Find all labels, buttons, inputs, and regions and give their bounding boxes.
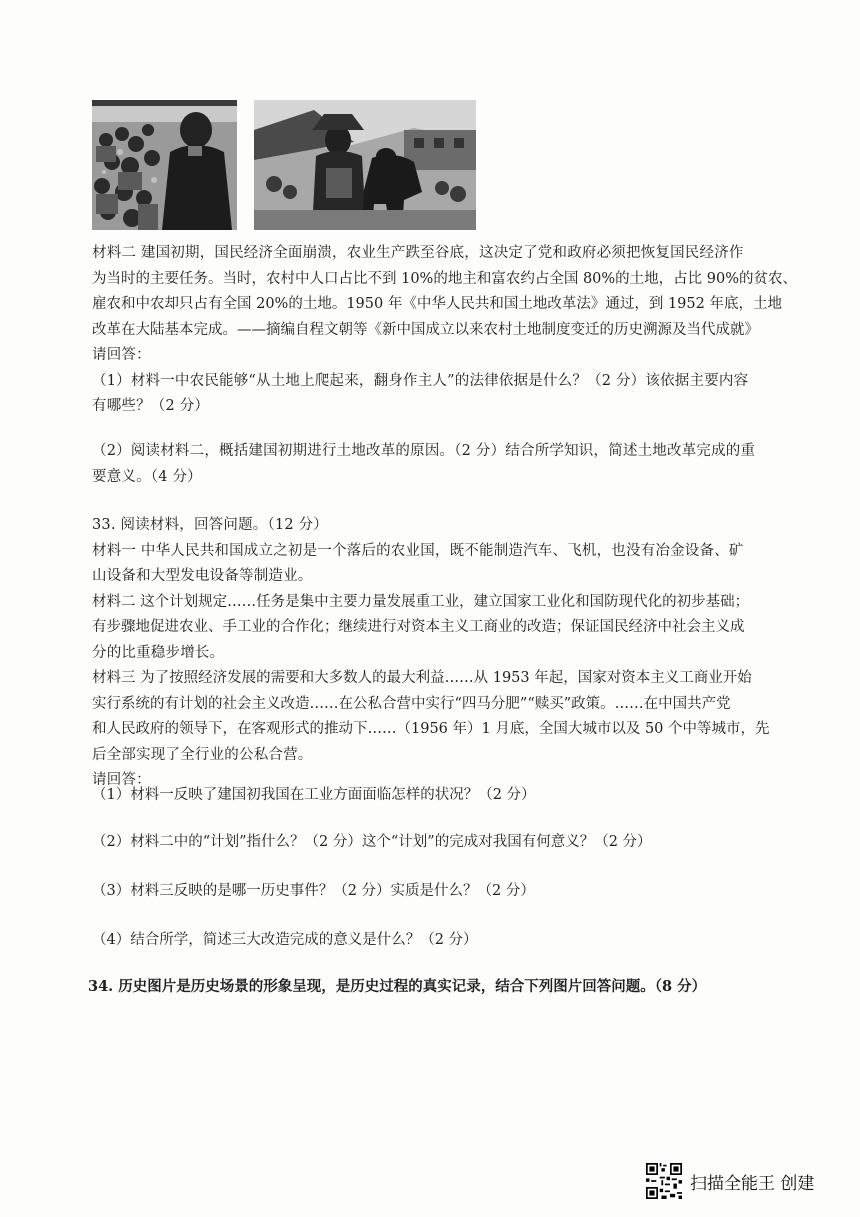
material-line: 雇农和中农却只占有全国 20%的土地。1950 年《中华人民共和国土地改革法》通过，到 1952 年底，土地 <box>92 296 782 312</box>
material-line: 材料二 这个计划规定……任务是集中主要力量发展重工业，建立国家工业化和国防现代化的初步基础； <box>92 593 750 610</box>
historical-photo-farmer-horse <box>254 100 476 230</box>
material-line: 分的比重稳步增长。 <box>92 644 225 661</box>
q32-material-two <box>92 241 798 420</box>
photo-farmer-with-horse-image <box>254 100 476 230</box>
q33-materials <box>92 513 782 794</box>
q32-question-2 <box>92 439 782 490</box>
q33-question-2: （2）材料二中的“计划”指什么？（2 分）这个“计划”的完成对我国有何意义？（2 分） <box>92 834 652 850</box>
material-line: 为当时的主要任务。当时，农村中人口占比不到 10%的地主和富农约占全国 80%的土地，占比 90%的贫农、 <box>92 270 798 287</box>
material-line: 后全部实现了全行业的公私合营。 <box>92 746 313 763</box>
q33-question-4: （4）结合所学，简述三大改造完成的意义是什么？（2 分） <box>92 932 478 948</box>
q32-question-1-line: 有哪些？（2 分） <box>92 398 210 414</box>
q34-heading: 34. 历史图片是历史场景的形象呈现，是历史过程的真实记录，结合下列图片回答问题。（8 分） <box>88 978 707 995</box>
scanner-app-label: 扫描全能王 创建 <box>690 1173 815 1194</box>
q32-question-2-line: （2）阅读材料二，概括建国初期进行土地改革的原因。（2 分）结合所学知识，简述土地改革完成的重 <box>92 443 756 459</box>
scanner-watermark <box>646 1163 814 1199</box>
qr-code-icon <box>646 1163 682 1199</box>
material-line: 材料三 为了按照经济发展的需要和大多数人的最大利益……从 1953 年起，国家对资本主义工商业开始 <box>92 670 752 686</box>
material-line: 有步骤地促进农业、手工业的合作化；继续进行对资本主义工商业的改造；保证国民经济中社会主义成 <box>92 619 745 635</box>
q33-heading: 33. 阅读材料，回答问题。（12 分） <box>92 517 328 533</box>
answer-prompt: 请回答： <box>92 772 151 788</box>
material-line: 材料二 建国初期，国民经济全面崩溃，农业生产跌至谷底，这决定了党和政府必须把恢复国民经济作 <box>92 245 744 261</box>
answer-prompt: 请回答： <box>92 347 151 363</box>
photo-meeting-image <box>92 100 237 230</box>
q33-question-1: （1）材料一反映了建国初我国在工业方面面临怎样的状况？（2 分） <box>92 787 536 803</box>
q32-question-1-line: （1）材料一中农民能够“从土地上爬起来，翻身作主人”的法律依据是什么？（2 分）该依据主要内容 <box>92 372 749 389</box>
historical-photo-meeting <box>92 100 237 230</box>
material-line: 材料一 中华人民共和国成立之初是一个落后的农业国，既不能制造汽车、飞机，也没有冶金设备、矿 <box>92 542 744 559</box>
material-line: 山设备和大型发电设备等制造业。 <box>92 568 313 584</box>
material-line: 实行系统的有计划的社会主义改造……在公私合营中实行“四马分肥”“赎买”政策。……在中国共产党 <box>92 695 731 712</box>
material-line: 和人民政府的领导下，在客观形式的推动下……（1956 年）1 月底，全国大城市以及 50 个中等城市，先 <box>92 721 770 737</box>
q33-question-3: （3）材料三反映的是哪一历史事件？（2 分）实质是什么？（2 分） <box>92 883 535 899</box>
q32-question-2-line: 要意义。（4 分） <box>92 468 202 485</box>
material-line: 改革在大陆基本完成。——摘编自程文朝等《新中国成立以来农村土地制度变迁的历史溯源及当代成就》 <box>92 321 759 338</box>
